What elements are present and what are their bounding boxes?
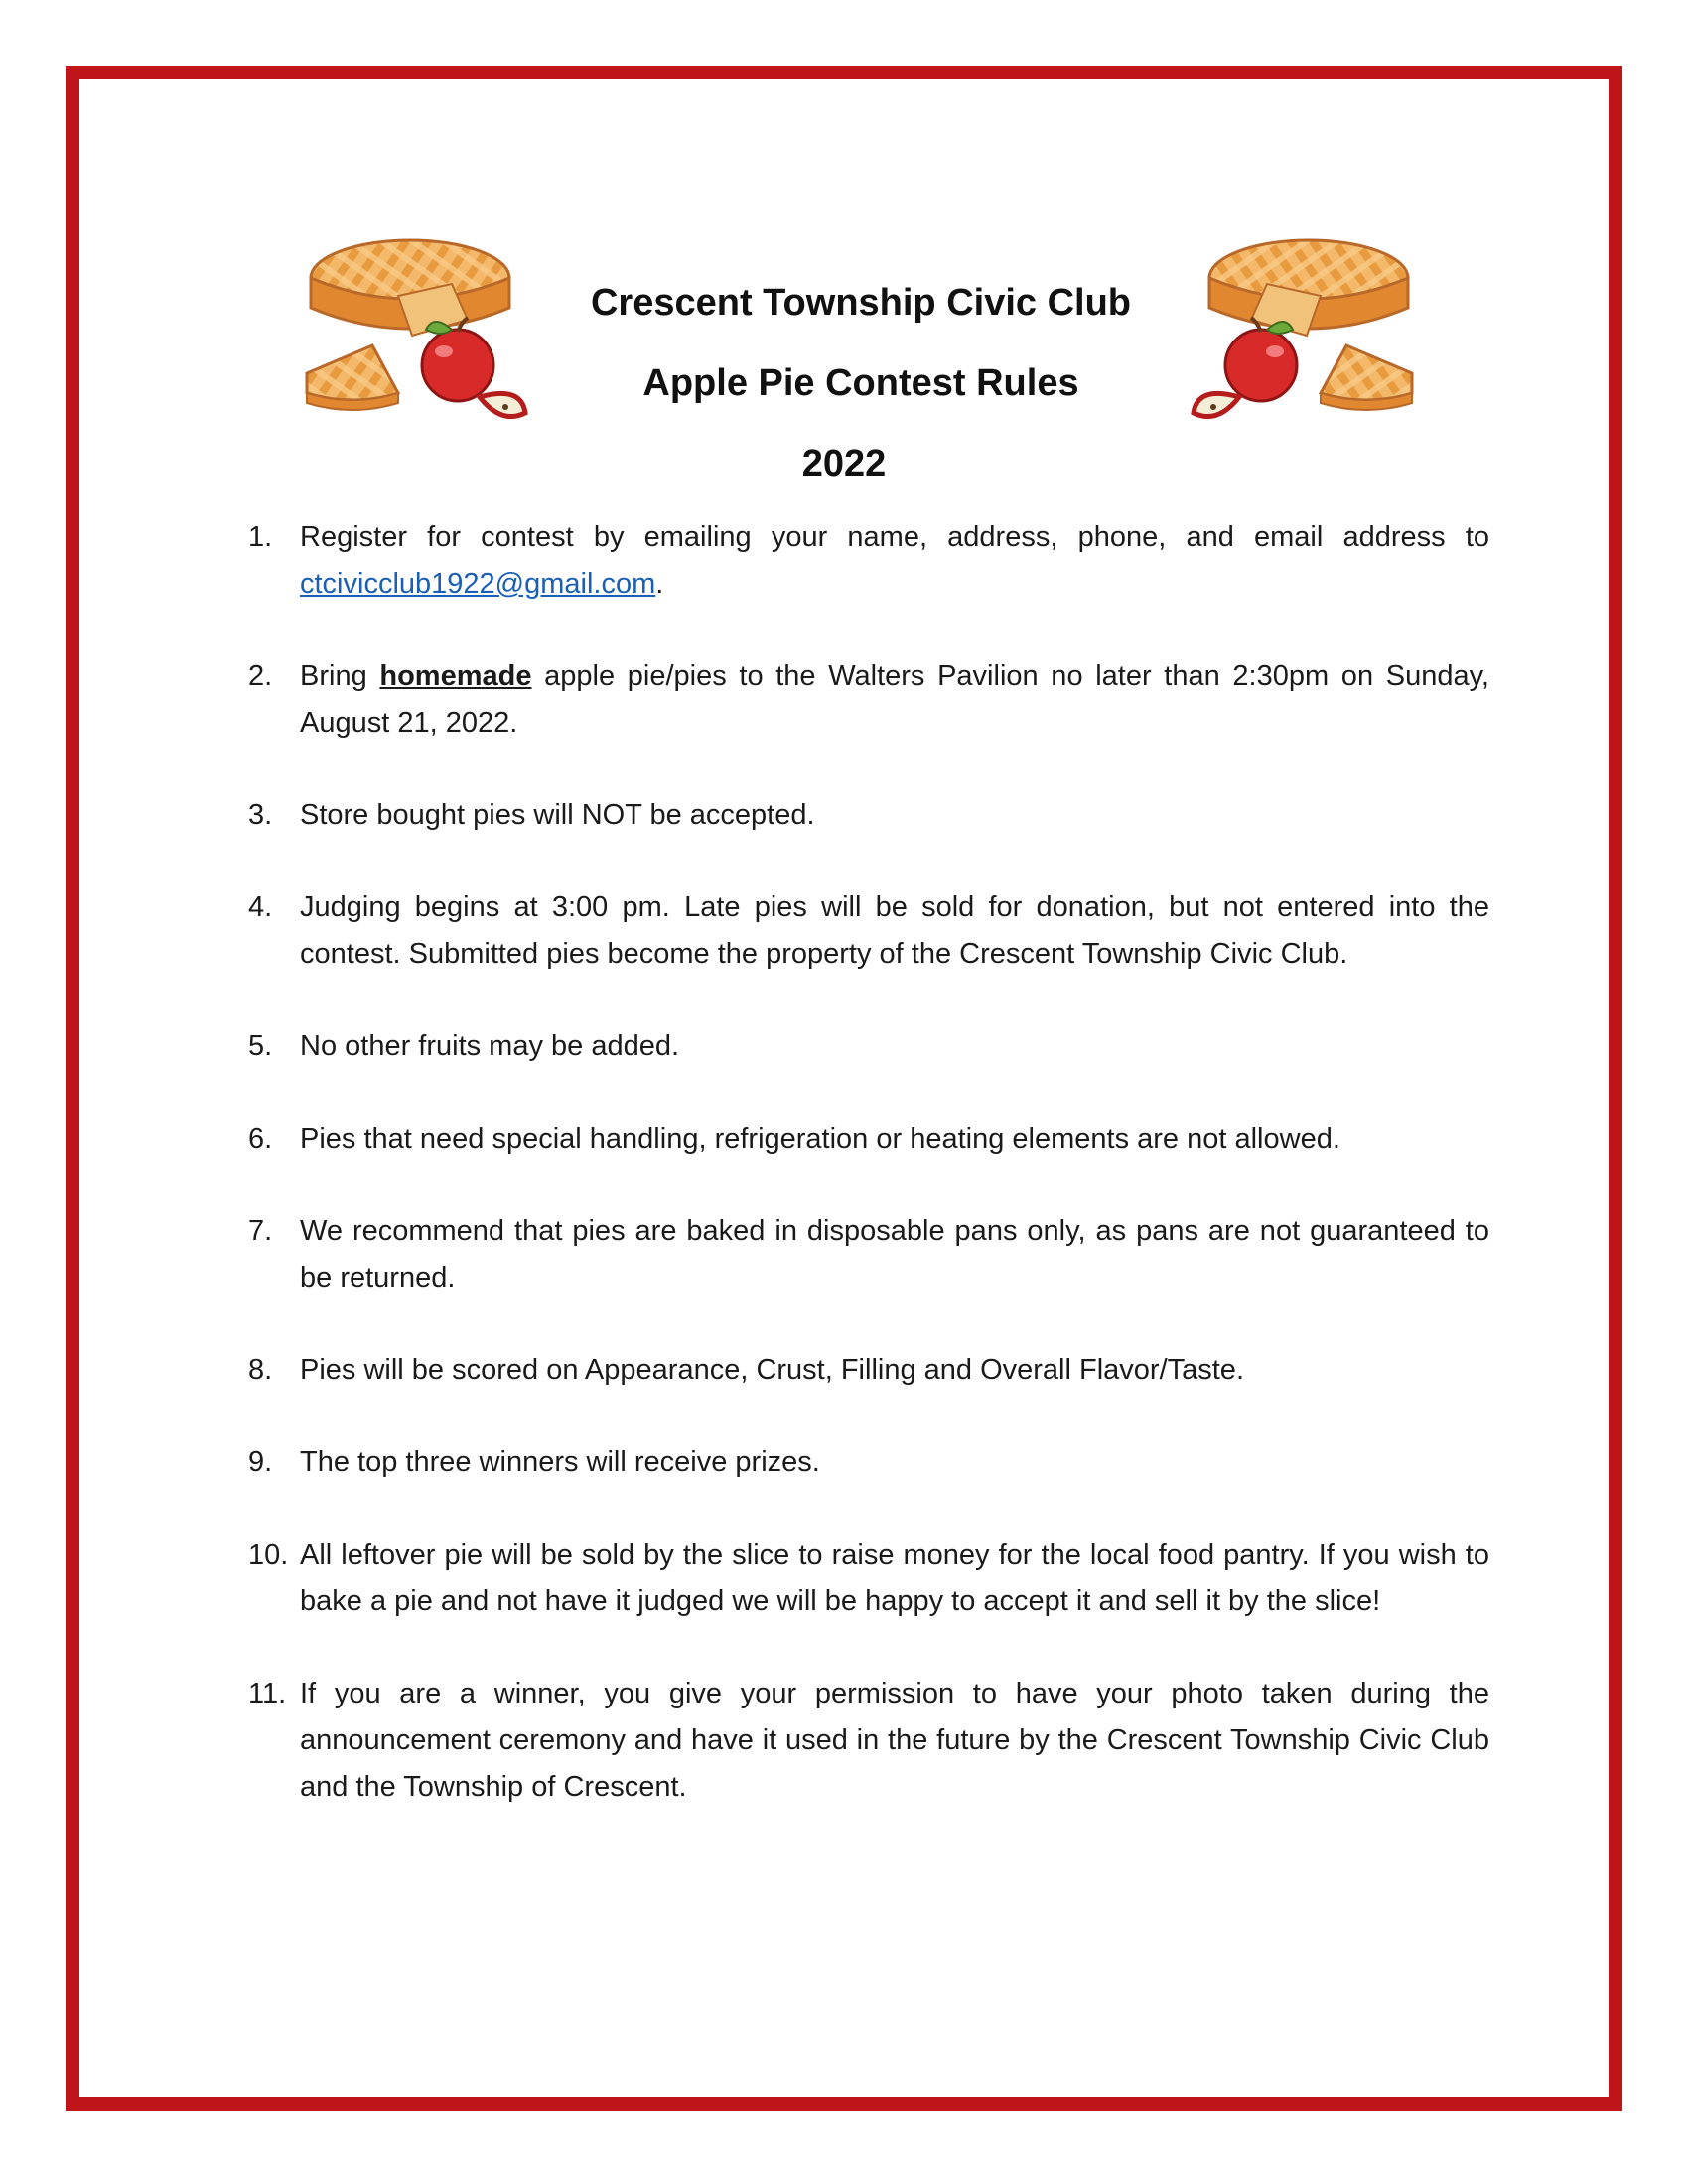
email-link[interactable]: ctcivicclub1922@gmail.com — [300, 568, 656, 600]
rule-text: We recommend that pies are baked in disposable pans only, as pans are not guaranteed to be returned. — [300, 1215, 1489, 1294]
rule-text: All leftover pie will be sold by the slice to raise money for the local food pantry. If you wish to bake a pie and not have it judged we will be happy to accept it and sell it by the slice! — [300, 1539, 1489, 1617]
rule-item — [248, 653, 1489, 747]
rule-text: If you are a winner, you give your permission to have your photo taken during the announcement ceremony and have it used in the future by the Crescent Township Civic Club and the Township of Crescent. — [300, 1678, 1489, 1803]
rule-item — [248, 792, 1489, 839]
rule-item — [248, 514, 1489, 608]
rule-item — [248, 885, 1489, 978]
rule-item — [248, 1532, 1489, 1625]
rule-text: The top three winners will receive prizes. — [300, 1446, 820, 1478]
rule-item — [248, 1439, 1489, 1486]
year-title: 2022 — [801, 443, 887, 484]
rule-number: 8. — [248, 1354, 273, 1386]
header — [0, 0, 1688, 516]
org-title: Crescent Township Civic Club — [590, 282, 1132, 324]
rule-item — [248, 1024, 1489, 1070]
rule-item — [248, 1347, 1489, 1394]
rule-number: 3. — [248, 799, 273, 831]
rule-text-end: apple pie/pies to the Walters Pavilion no later than 2:30pm on Sunday, August 21, 2022. — [300, 660, 1489, 739]
rule-number: 6. — [248, 1123, 273, 1155]
page-title: Apple Pie Contest Rules — [642, 362, 1079, 404]
rule-item — [248, 1116, 1489, 1162]
rule-text: Pies that need special handling, refrigeration or heating elements are not allowed. — [300, 1123, 1340, 1155]
rule-text: No other fruits may be added. — [300, 1030, 680, 1062]
rule-number: 9. — [248, 1446, 273, 1478]
rule-number: 11. — [248, 1678, 287, 1709]
rules-list — [248, 514, 1489, 1856]
emphasis-text: homemade — [379, 660, 532, 692]
apple-pie-icon — [1188, 226, 1416, 425]
rule-item — [248, 1671, 1489, 1811]
rule-number: 4. — [248, 891, 273, 923]
rule-text: Bring — [300, 660, 380, 692]
rule-number: 2. — [248, 660, 273, 692]
rule-item — [248, 1208, 1489, 1301]
rule-number: 1. — [248, 521, 273, 553]
rule-text: Pies will be scored on Appearance, Crust, Filling and Overall Flavor/Taste. — [300, 1354, 1244, 1386]
rule-text: Store bought pies will NOT be accepted. — [300, 799, 815, 831]
rule-text: Register for contest by emailing your name, address, phone, and email address to — [300, 521, 1489, 553]
rule-number: 5. — [248, 1030, 273, 1062]
rule-text: Judging begins at 3:00 pm. Late pies will be sold for donation, but not entered into the contest. Submitted pies become the property of the Crescent Township Civic Club. — [300, 891, 1489, 970]
rule-text-end: . — [655, 568, 664, 600]
rule-number: 7. — [248, 1215, 273, 1247]
rule-number: 10. — [248, 1539, 289, 1570]
